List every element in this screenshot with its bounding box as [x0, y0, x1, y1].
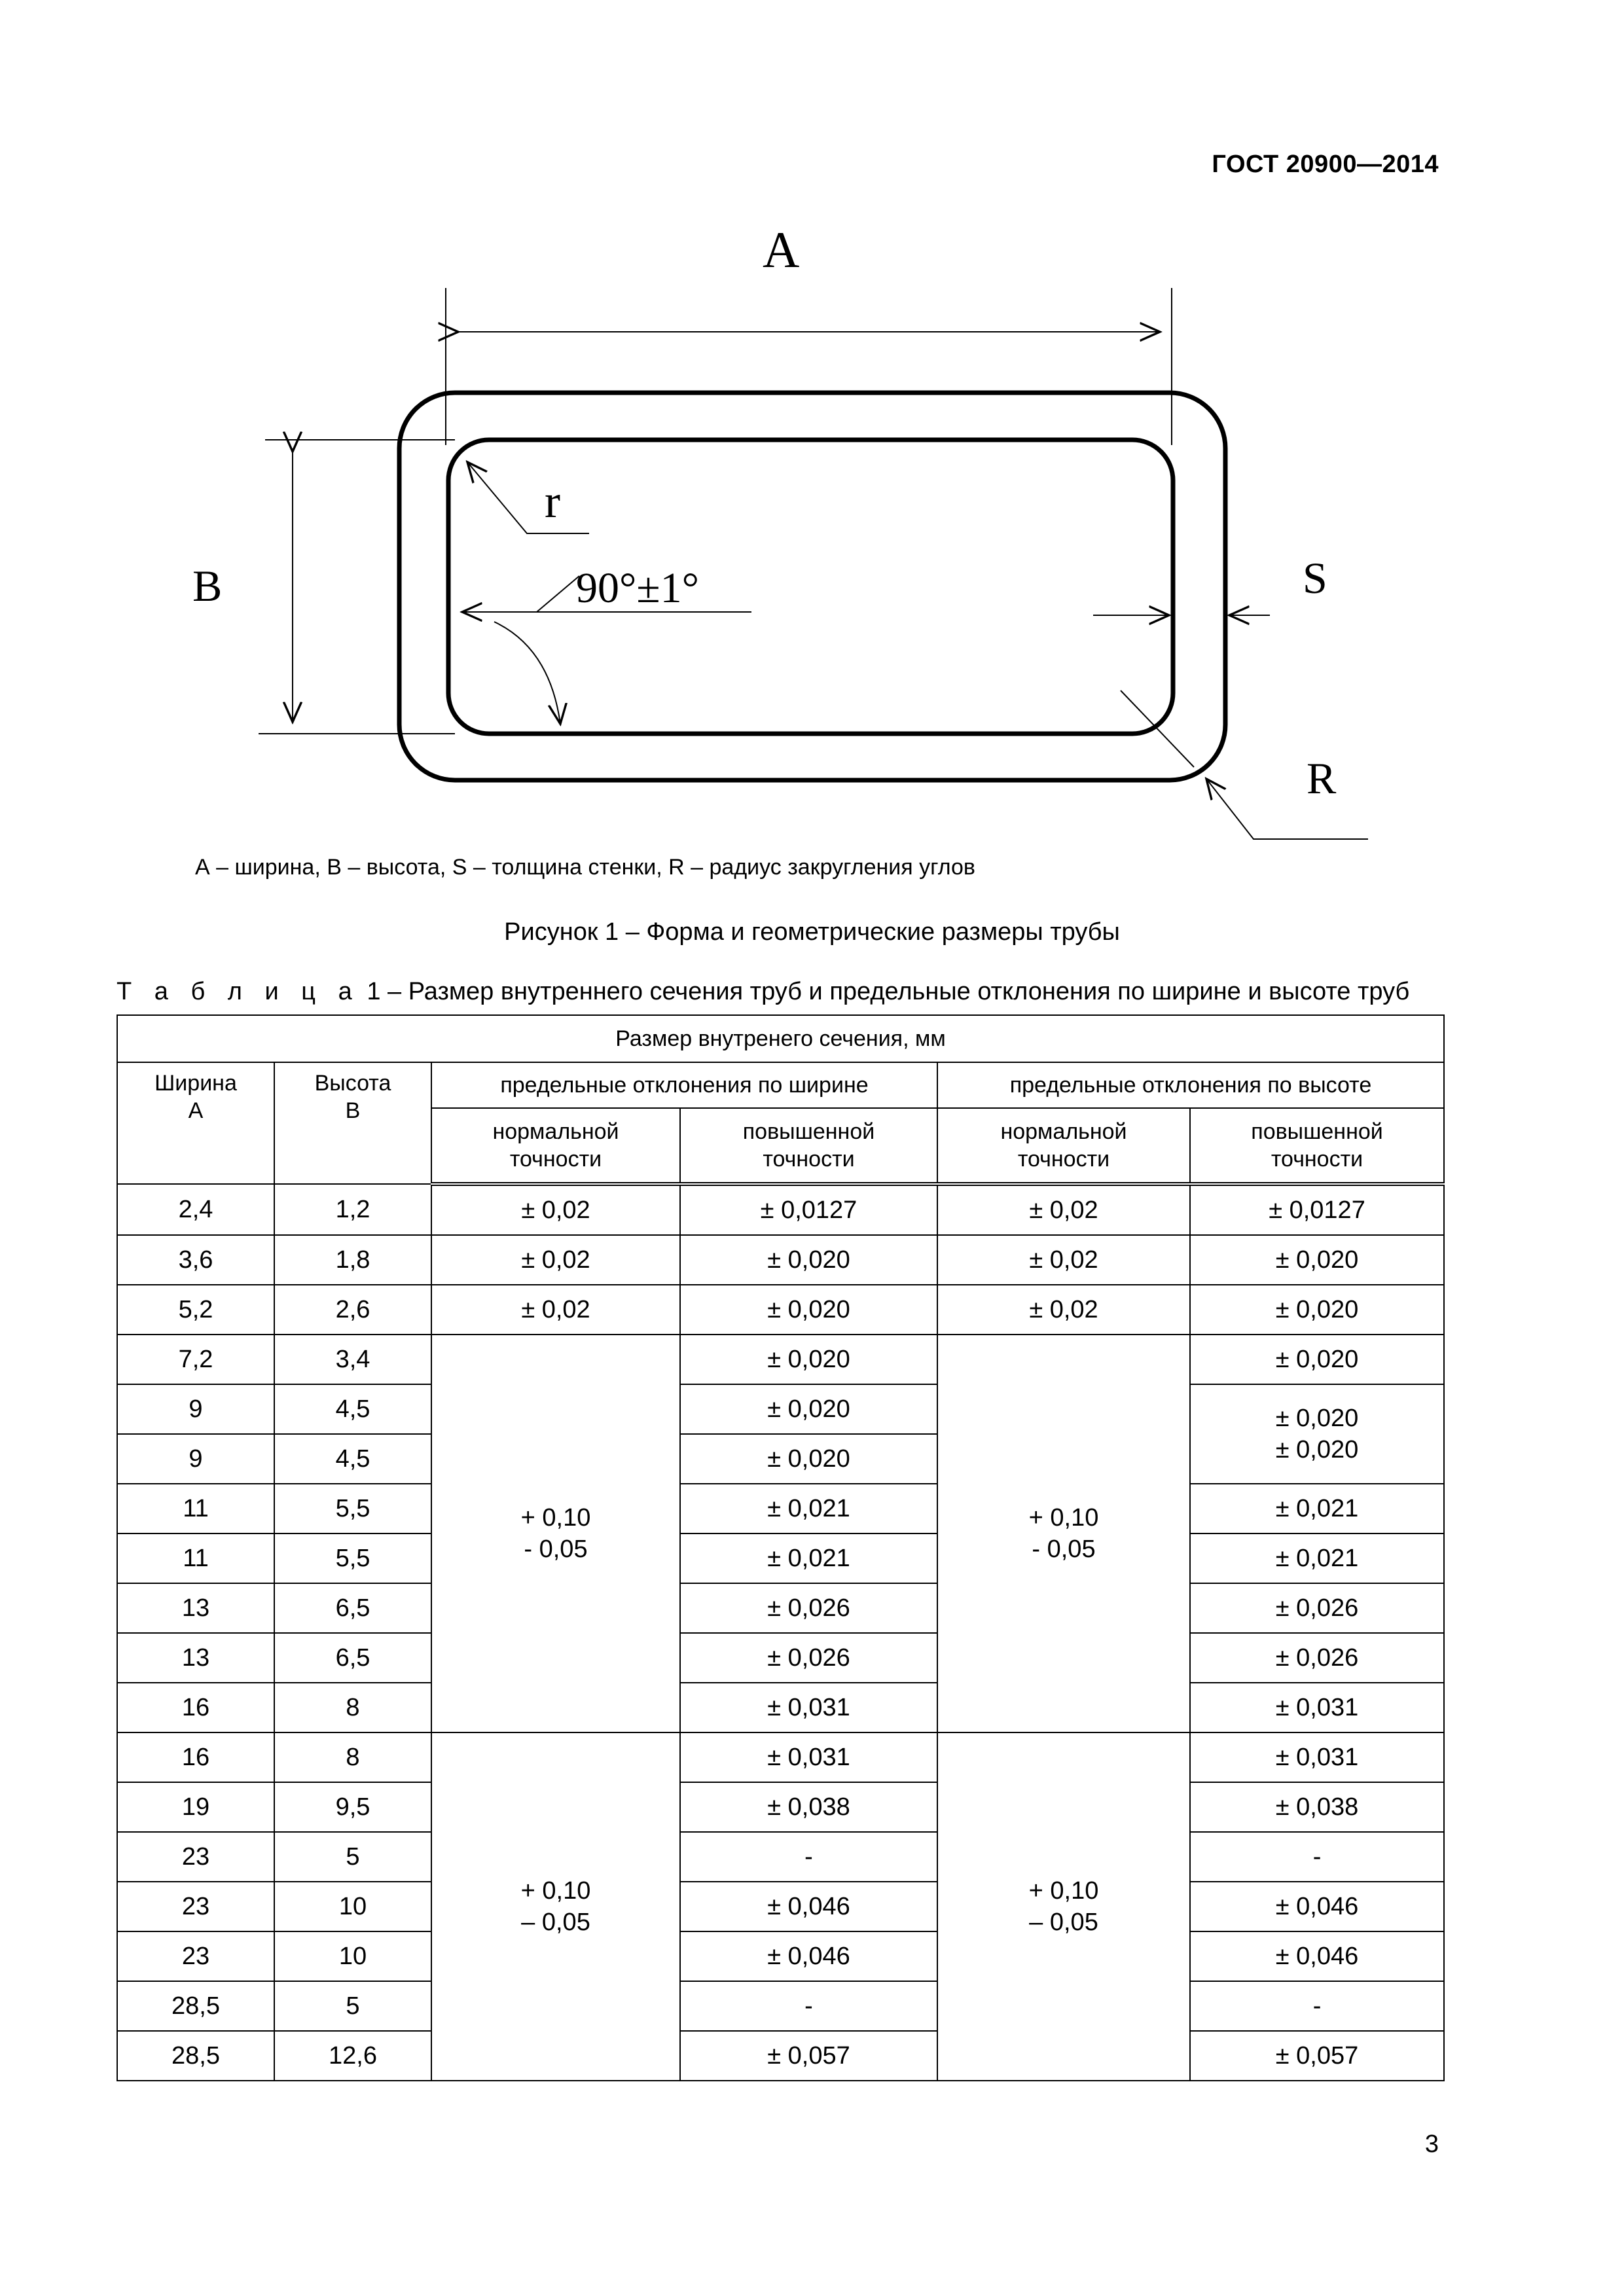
cell-a: 5,2 — [117, 1285, 274, 1335]
cell-b: 8 — [274, 1683, 431, 1732]
cell-a: 28,5 — [117, 2031, 274, 2081]
cell-b: 6,5 — [274, 1633, 431, 1683]
cell-width-increased: - — [680, 1832, 937, 1882]
cell-height-normal-group2: + 0,10 – 0,05 — [937, 1732, 1190, 2081]
cell-b: 5,5 — [274, 1534, 431, 1583]
label-r-small: r — [545, 475, 560, 528]
label-a: A — [763, 221, 800, 278]
cell-width-increased: ± 0,020 — [680, 1335, 937, 1384]
figure-legend: А – ширина, В – высота, S – толщина стенки, R – радиус закругления углов — [195, 855, 975, 880]
cell-width-normal-group2: + 0,10 – 0,05 — [431, 1732, 680, 2081]
cell-width-increased: ± 0,0127 — [680, 1184, 937, 1235]
cell-a: 16 — [117, 1732, 274, 1782]
cell-height-increased: ± 0,021 — [1190, 1484, 1444, 1534]
cell-height-normal: ± 0,02 — [937, 1184, 1190, 1235]
cell-width-increased: ± 0,038 — [680, 1782, 937, 1832]
cell-width-increased: ± 0,020 — [680, 1384, 937, 1434]
cell-height-increased: ± 0,046 — [1190, 1882, 1444, 1931]
figure-caption: Рисунок 1 – Форма и геометрические размеры трубы — [504, 918, 1120, 946]
header-main: Размер внутренего сечения, мм — [117, 1015, 1444, 1062]
page-number: 3 — [1424, 2130, 1439, 2158]
standard-code: ГОСТ 20900—2014 — [1212, 151, 1439, 178]
label-b: B — [192, 561, 223, 611]
cell-b: 1,8 — [274, 1235, 431, 1285]
cell-height-increased: ± 0,031 — [1190, 1683, 1444, 1732]
table-row — [117, 1832, 1444, 1882]
cell-height-increased: ± 0,031 — [1190, 1732, 1444, 1782]
table-title-prefix: Т а б л и ц а — [117, 978, 360, 1005]
header-height-b: Высота В — [274, 1062, 431, 1184]
cell-width-normal-group1: + 0,10 - 0,05 — [431, 1335, 680, 1732]
header-height-normal: нормальной точности — [937, 1108, 1190, 1184]
cell-height-increased: ± 0,021 — [1190, 1534, 1444, 1583]
header-width-a: Ширина А — [117, 1062, 274, 1184]
table-row — [117, 2031, 1444, 2081]
cell-a: 3,6 — [117, 1235, 274, 1285]
table-row — [117, 1184, 1444, 1235]
cell-width-increased: ± 0,057 — [680, 2031, 937, 2081]
cell-a: 23 — [117, 1882, 274, 1931]
header-width-increased: повышенной точности — [680, 1108, 937, 1184]
table-row — [117, 1484, 1444, 1534]
table-row — [117, 1782, 1444, 1832]
tube-cross-section-figure — [0, 0, 1624, 851]
table-title — [117, 978, 1409, 1006]
table-row — [117, 1732, 1444, 1782]
cell-b: 5 — [274, 1981, 431, 2031]
cell-a: 28,5 — [117, 1981, 274, 2031]
cell-height-increased: ± 0,046 — [1190, 1931, 1444, 1981]
cell-b: 3,4 — [274, 1335, 431, 1384]
cell-width-increased: ± 0,031 — [680, 1683, 937, 1732]
cell-width-increased: ± 0,020 — [680, 1434, 937, 1484]
table-row — [117, 1583, 1444, 1633]
cell-a: 16 — [117, 1683, 274, 1732]
cell-height-increased: ± 0,038 — [1190, 1782, 1444, 1832]
label-s: S — [1303, 553, 1327, 603]
table-title-text: 1 – Размер внутреннего сечения труб и предельные отклонения по ширине и высоте труб — [359, 978, 1410, 1005]
radius-r-leader — [467, 462, 589, 533]
cell-height-increased: ± 0,026 — [1190, 1583, 1444, 1633]
cell-height-normal: ± 0,02 — [937, 1235, 1190, 1285]
cell-height-increased: ± 0,0127 — [1190, 1184, 1444, 1235]
cell-b: 2,6 — [274, 1285, 431, 1335]
cell-width-increased: ± 0,021 — [680, 1534, 937, 1583]
dimensions-table — [117, 1014, 1445, 2081]
cell-a: 11 — [117, 1484, 274, 1534]
cell-b: 9,5 — [274, 1782, 431, 1832]
cell-b: 10 — [274, 1882, 431, 1931]
cell-width-normal: ± 0,02 — [431, 1285, 680, 1335]
cell-a: 9 — [117, 1384, 274, 1434]
cell-height-increased: ± 0,020 — [1190, 1285, 1444, 1335]
cell-b: 8 — [274, 1732, 431, 1782]
cell-height-increased: ± 0,020 — [1190, 1235, 1444, 1285]
cell-width-increased: - — [680, 1981, 937, 2031]
cell-b: 6,5 — [274, 1583, 431, 1633]
cell-a: 13 — [117, 1633, 274, 1683]
radius-R-leader — [1206, 779, 1368, 839]
table-row — [117, 1235, 1444, 1285]
cell-height-increased-merged: ± 0,020 ± 0,020 — [1190, 1384, 1444, 1484]
cell-b: 12,6 — [274, 2031, 431, 2081]
cell-width-normal: ± 0,02 — [431, 1235, 680, 1285]
label-r-large: R — [1307, 753, 1337, 803]
header-dev-height: предельные отклонения по высоте — [937, 1062, 1444, 1108]
cell-a: 9 — [117, 1434, 274, 1484]
header-width-normal: нормальной точности — [431, 1108, 680, 1184]
cell-height-increased: - — [1190, 1832, 1444, 1882]
angle-arrow-arc — [494, 622, 560, 724]
cell-height-normal: ± 0,02 — [937, 1285, 1190, 1335]
cell-a: 19 — [117, 1782, 274, 1832]
cell-height-increased: ± 0,057 — [1190, 2031, 1444, 2081]
cell-a: 23 — [117, 1832, 274, 1882]
header-height-increased: повышенной точности — [1190, 1108, 1444, 1184]
table-row — [117, 1384, 1444, 1434]
cell-a: 2,4 — [117, 1184, 274, 1235]
cell-a: 23 — [117, 1931, 274, 1981]
cell-b: 4,5 — [274, 1434, 431, 1484]
header-dev-width: предельные отклонения по ширине — [431, 1062, 937, 1108]
table-row — [117, 1882, 1444, 1931]
cell-b: 1,2 — [274, 1184, 431, 1235]
table-row — [117, 1285, 1444, 1335]
table-row — [117, 1335, 1444, 1384]
cell-height-normal-group1: + 0,10 - 0,05 — [937, 1335, 1190, 1732]
table-row — [117, 1683, 1444, 1732]
cell-a: 11 — [117, 1534, 274, 1583]
outer-profile — [399, 393, 1225, 780]
cell-b: 5 — [274, 1832, 431, 1882]
table-row — [117, 1931, 1444, 1981]
table-row — [117, 1534, 1444, 1583]
table-row — [117, 1633, 1444, 1683]
cell-width-increased: ± 0,020 — [680, 1285, 937, 1335]
cell-a: 13 — [117, 1583, 274, 1633]
cell-width-normal: ± 0,02 — [431, 1184, 680, 1235]
cell-width-increased: ± 0,021 — [680, 1484, 937, 1534]
label-angle: 90°±1° — [576, 564, 700, 612]
cell-width-increased: ± 0,026 — [680, 1583, 937, 1633]
cell-width-increased: ± 0,046 — [680, 1931, 937, 1981]
cell-b: 5,5 — [274, 1484, 431, 1534]
cell-width-increased: ± 0,026 — [680, 1633, 937, 1683]
cell-width-increased: ± 0,046 — [680, 1882, 937, 1931]
cell-width-increased: ± 0,020 — [680, 1235, 937, 1285]
cell-height-increased: - — [1190, 1981, 1444, 2031]
cell-height-increased: ± 0,026 — [1190, 1633, 1444, 1683]
cell-b: 10 — [274, 1931, 431, 1981]
cell-a: 7,2 — [117, 1335, 274, 1384]
table-row — [117, 1981, 1444, 2031]
cell-height-increased: ± 0,020 — [1190, 1335, 1444, 1384]
cell-width-increased: ± 0,031 — [680, 1732, 937, 1782]
cell-b: 4,5 — [274, 1384, 431, 1434]
